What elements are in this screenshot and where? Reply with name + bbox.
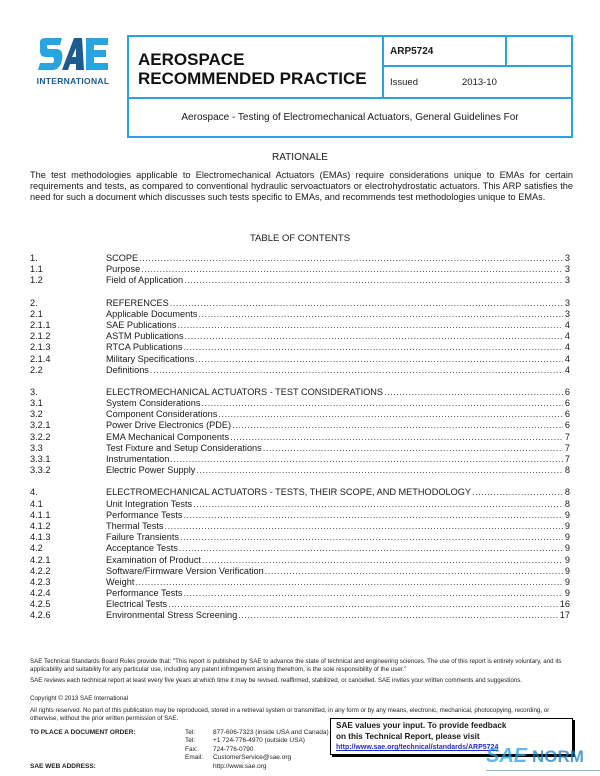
toc-entry[interactable] bbox=[30, 365, 570, 376]
toc-section-4 bbox=[30, 487, 570, 621]
toc-entry-title: Weight bbox=[106, 576, 135, 587]
toc-entry[interactable] bbox=[30, 510, 570, 521]
toc-entry[interactable] bbox=[30, 532, 570, 543]
toc-entry[interactable] bbox=[30, 398, 570, 409]
toc-entry-title: Software/Firmware Version Verification bbox=[106, 565, 264, 576]
toc-section-3 bbox=[30, 387, 570, 477]
board-rules-note: SAE Technical Standards Board Rules provide that: "This report is published by SAE to advance the state of technical and engineering sciences. The use of this report is entirely voluntary, and its applicability and suitability for any particular use, including any patent infringement arising therefrom, is the sole responsibility of the user." bbox=[30, 658, 562, 673]
feedback-link[interactable]: http://www.sae.org/technical/standards/ARP5724 bbox=[336, 744, 499, 751]
toc-entry-number: 3.3.2 bbox=[30, 465, 51, 476]
toc-entry-title: EMA Mechanical Components bbox=[106, 431, 230, 442]
issued-date: 2013-10 bbox=[462, 77, 497, 88]
order-label: TO PLACE A DOCUMENT ORDER: bbox=[30, 729, 136, 736]
toc-entry-title: Unit Integration Tests bbox=[106, 498, 193, 509]
toc-entry-title: REFERENCES bbox=[106, 297, 169, 308]
toc-entry[interactable] bbox=[30, 487, 570, 498]
toc-entry-page: 9 bbox=[564, 509, 570, 520]
toc-entry-page: 9 bbox=[564, 520, 570, 531]
toc-entry[interactable] bbox=[30, 253, 570, 264]
toc-leader-dots bbox=[170, 298, 563, 309]
toc-leader-dots bbox=[265, 566, 563, 577]
toc-entry[interactable] bbox=[30, 543, 570, 554]
contact-key: Fax: bbox=[185, 745, 198, 753]
toc-leader-dots bbox=[135, 577, 563, 588]
toc-entry-number: 3.3 bbox=[30, 442, 43, 453]
toc-entry-page: 4 bbox=[564, 342, 570, 353]
toc-entry-title: Component Considerations bbox=[106, 409, 218, 420]
toc-entry[interactable] bbox=[30, 409, 570, 420]
watermark-norm: NORM bbox=[532, 747, 584, 766]
contact-key: Tel: bbox=[185, 729, 196, 736]
table-of-contents bbox=[30, 253, 570, 633]
toc-entry[interactable] bbox=[30, 275, 570, 286]
toc-entry-page: 7 bbox=[564, 454, 570, 464]
document-header bbox=[127, 35, 573, 138]
toc-entry[interactable] bbox=[30, 599, 570, 610]
toc-leader-dots bbox=[168, 599, 559, 610]
document-number: ARP5724 bbox=[384, 37, 507, 67]
toc-entry[interactable] bbox=[30, 577, 570, 588]
toc-entry-page: 9 bbox=[564, 543, 570, 554]
toc-entry[interactable] bbox=[30, 432, 570, 443]
toc-entry[interactable] bbox=[30, 465, 570, 476]
review-note: SAE reviews each technical report at least every five years at which time it may be revised, reaffirmed, stabilized, or cancelled. SAE invites your written comments and suggestions. bbox=[30, 677, 523, 684]
toc-leader-dots bbox=[218, 409, 563, 420]
toc-entry[interactable] bbox=[30, 443, 570, 454]
toc-entry-page: 6 bbox=[564, 420, 570, 431]
toc-entry[interactable] bbox=[30, 566, 570, 577]
toc-leader-dots bbox=[179, 543, 563, 554]
contact-key: Tel: bbox=[185, 737, 196, 745]
toc-entry-page: 9 bbox=[564, 565, 570, 576]
toc-entry[interactable] bbox=[30, 320, 570, 331]
toc-entry-number: 3.2.2 bbox=[30, 431, 51, 442]
toc-entry-number: 2.1.1 bbox=[30, 319, 51, 330]
toc-entry-number: 4.1 bbox=[30, 498, 43, 509]
toc-entry-title: SCOPE bbox=[106, 253, 139, 263]
toc-entry-title: Performance Tests bbox=[106, 509, 183, 520]
toc-entry-number: 4. bbox=[30, 487, 38, 498]
issued-row bbox=[384, 67, 571, 97]
feedback-line-1: SAE values your input. To provide feedback bbox=[336, 721, 507, 730]
feedback-line-2: on this Technical Report, please visit bbox=[336, 731, 480, 741]
toc-entry[interactable] bbox=[30, 499, 570, 510]
toc-entry-number: 4.2.2 bbox=[30, 565, 51, 576]
toc-entry[interactable] bbox=[30, 354, 570, 365]
toc-entry-number: 4.2.4 bbox=[30, 588, 51, 599]
toc-entry-number: 2.1.4 bbox=[30, 353, 51, 364]
web-address-link[interactable]: http://www.sae.org bbox=[213, 762, 267, 770]
toc-entry-page: 9 bbox=[564, 532, 570, 543]
toc-entry-title: ASTM Publications bbox=[106, 331, 184, 342]
toc-entry[interactable] bbox=[30, 420, 570, 431]
toc-entry-page: 7 bbox=[564, 442, 570, 453]
sae-norm-watermark bbox=[486, 745, 600, 776]
toc-entry[interactable] bbox=[30, 342, 570, 353]
toc-entry-page: 8 bbox=[564, 498, 570, 509]
title-line-1: AEROSPACE bbox=[138, 50, 245, 69]
toc-entry-title: RTCA Publications bbox=[106, 342, 183, 353]
toc-entry-page: 6 bbox=[564, 409, 570, 420]
toc-entry-title: Acceptance Tests bbox=[106, 543, 178, 554]
toc-leader-dots bbox=[170, 454, 563, 465]
toc-leader-dots bbox=[238, 610, 559, 621]
document-subtitle: Aerospace - Testing of Electromechanical Actuators, General Guidelines For bbox=[129, 97, 571, 136]
toc-leader-dots bbox=[183, 510, 563, 521]
toc-entry-page: 6 bbox=[564, 386, 570, 397]
toc-leader-dots bbox=[183, 342, 563, 353]
toc-entry-title: Test Fixture and Setup Considerations bbox=[106, 442, 262, 453]
toc-leader-dots bbox=[184, 275, 563, 286]
toc-entry-number: 1.2 bbox=[30, 275, 43, 286]
logo-subtitle: INTERNATIONAL bbox=[36, 76, 110, 86]
toc-leader-dots bbox=[202, 555, 563, 566]
toc-entry-page: 3 bbox=[564, 275, 570, 286]
rationale-heading: RATIONALE bbox=[272, 152, 328, 163]
toc-entry-title: Definitions bbox=[106, 364, 149, 375]
toc-leader-dots bbox=[180, 532, 563, 543]
toc-entry-title: Field of Application bbox=[106, 275, 184, 286]
toc-entry-number: 2. bbox=[30, 297, 38, 308]
toc-entry-title: ELECTROMECHANICAL ACTUATORS - TESTS, THEIR SCOPE, AND METHODOLOGY bbox=[106, 487, 472, 498]
toc-entry-title: Instrumentation bbox=[106, 454, 170, 464]
sae-international-logo bbox=[30, 38, 116, 90]
toc-entry-number: 2.2 bbox=[30, 364, 43, 375]
toc-entry-title: Failure Transients bbox=[106, 532, 180, 543]
toc-entry[interactable] bbox=[30, 588, 570, 599]
toc-entry-page: 3 bbox=[564, 297, 570, 308]
toc-entry-number: 4.1.1 bbox=[30, 509, 51, 520]
watermark-sae: SAE bbox=[486, 745, 528, 767]
revision-cell bbox=[507, 37, 571, 67]
copyright: Copyright © 2013 SAE International bbox=[30, 695, 129, 702]
toc-entry[interactable] bbox=[30, 298, 570, 309]
toc-entry[interactable] bbox=[30, 555, 570, 566]
toc-entry[interactable] bbox=[30, 610, 570, 621]
toc-leader-dots bbox=[141, 264, 563, 275]
toc-entry-number: 2.1 bbox=[30, 308, 43, 319]
toc-entry-number: 3. bbox=[30, 386, 38, 397]
toc-entry-page: 9 bbox=[564, 576, 570, 587]
toc-entry-page: 3 bbox=[564, 253, 570, 263]
toc-entry-title: Environmental Stress Screening bbox=[106, 610, 238, 621]
toc-entry-number: 4.1.3 bbox=[30, 532, 51, 543]
contact-key: Email: bbox=[185, 754, 204, 762]
toc-entry-number: 2.1.3 bbox=[30, 342, 51, 353]
toc-entry[interactable] bbox=[30, 454, 570, 465]
web-address-label: SAE WEB ADDRESS: bbox=[30, 762, 96, 770]
sae-logo-icon bbox=[38, 38, 108, 74]
toc-entry-page: 7 bbox=[564, 431, 570, 442]
contact-tel-intl: +1 724-776-4970 (outside USA) bbox=[213, 737, 305, 745]
toc-leader-dots bbox=[196, 465, 563, 476]
toc-entry-page: 9 bbox=[564, 554, 570, 565]
document-type-title bbox=[129, 37, 384, 97]
toc-entry[interactable] bbox=[30, 264, 570, 275]
contact-email[interactable]: CustomerService@sae.org bbox=[213, 754, 292, 762]
toc-entry-page: 4 bbox=[564, 353, 570, 364]
toc-section-1 bbox=[30, 253, 570, 287]
toc-entry-number: 3.3.1 bbox=[30, 454, 51, 464]
toc-entry-number: 4.2.5 bbox=[30, 599, 51, 610]
toc-section-2 bbox=[30, 298, 570, 376]
toc-leader-dots bbox=[165, 521, 563, 532]
toc-leader-dots bbox=[384, 387, 563, 398]
toc-entry[interactable] bbox=[30, 521, 570, 532]
toc-entry-number: 1.1 bbox=[30, 264, 43, 275]
toc-entry-page: 17 bbox=[559, 610, 570, 621]
toc-leader-dots bbox=[198, 309, 563, 320]
toc-entry-page: 4 bbox=[564, 319, 570, 330]
toc-entry-title: Performance Tests bbox=[106, 588, 183, 599]
toc-entry[interactable] bbox=[30, 309, 570, 320]
toc-entry-title: Military Specifications bbox=[106, 353, 195, 364]
toc-entry-title: Applicable Documents bbox=[106, 308, 198, 319]
toc-leader-dots bbox=[183, 588, 563, 599]
toc-entry-number: 4.2.6 bbox=[30, 610, 51, 621]
toc-leader-dots bbox=[193, 499, 563, 510]
toc-entry[interactable] bbox=[30, 387, 570, 398]
toc-entry-page: 8 bbox=[564, 465, 570, 476]
toc-entry-number: 4.1.2 bbox=[30, 520, 51, 531]
contact-tel-usa: 877-606-7323 (inside USA and Canada) bbox=[213, 729, 329, 736]
toc-entry-title: Thermal Tests bbox=[106, 520, 164, 531]
toc-entry-title: Power Drive Electronics (PDE) bbox=[106, 420, 232, 431]
toc-entry-number: 3.1 bbox=[30, 398, 43, 409]
toc-entry-title: SAE Publications bbox=[106, 319, 177, 330]
toc-entry-page: 4 bbox=[564, 364, 570, 375]
watermark-rule bbox=[486, 770, 600, 771]
toc-entry-title: Purpose bbox=[106, 264, 141, 275]
rationale-body: The test methodologies applicable to Electromechanical Actuators (EMAs) require considerations unique to EMAs for certain requirements and tests, as compared to conventional hydraulic servoactuators or electrohydrostatic actuators. This ARP satisfies the need for such a document which discusses such tests specific to EMAs, and recommends test methodologies unique to EMAs. bbox=[30, 170, 573, 202]
toc-entry-number: 4.2.3 bbox=[30, 576, 51, 587]
toc-leader-dots bbox=[263, 443, 563, 454]
toc-leader-dots bbox=[195, 354, 563, 365]
toc-entry[interactable] bbox=[30, 331, 570, 342]
toc-leader-dots bbox=[185, 331, 563, 342]
toc-entry-page: 8 bbox=[564, 487, 570, 498]
toc-entry-page: 4 bbox=[564, 331, 570, 342]
toc-heading: TABLE OF CONTENTS bbox=[249, 233, 351, 244]
toc-entry-number: 1. bbox=[30, 253, 38, 263]
contact-fax: 724-776-0790 bbox=[213, 745, 254, 753]
toc-leader-dots bbox=[150, 365, 563, 376]
toc-entry-page: 16 bbox=[559, 599, 570, 610]
title-line-2: RECOMMENDED PRACTICE bbox=[138, 69, 367, 88]
toc-leader-dots bbox=[177, 320, 563, 331]
toc-entry-number: 3.2 bbox=[30, 409, 43, 420]
toc-entry-title: ELECTROMECHANICAL ACTUATORS - TEST CONSIDERATIONS bbox=[106, 386, 384, 397]
toc-leader-dots bbox=[201, 398, 563, 409]
toc-entry-page: 3 bbox=[564, 308, 570, 319]
toc-entry-title: Electric Power Supply bbox=[106, 465, 196, 476]
toc-entry-page: 9 bbox=[564, 588, 570, 599]
toc-entry-number: 4.2.1 bbox=[30, 554, 51, 565]
toc-leader-dots bbox=[230, 432, 563, 443]
issued-label: Issued bbox=[390, 77, 418, 88]
toc-entry-title: Examination of Product bbox=[106, 554, 201, 565]
toc-entry-title: System Considerations bbox=[106, 398, 201, 409]
rights-notice: All rights reserved. No part of this publication may be reproduced, stored in a retrieval system or transmitted, in any form or by any means, electronic, mechanical, photocopying, recording, or otherwise, without the prior written permission of SAE. bbox=[30, 707, 550, 722]
toc-entry-page: 3 bbox=[564, 264, 570, 275]
toc-leader-dots bbox=[472, 487, 563, 498]
toc-entry-number: 2.1.2 bbox=[30, 331, 51, 342]
toc-entry-page: 6 bbox=[564, 398, 570, 409]
toc-entry-number: 3.2.1 bbox=[30, 420, 51, 431]
toc-entry-number: 4.2 bbox=[30, 543, 43, 554]
toc-entry-title: Electrical Tests bbox=[106, 599, 168, 610]
toc-leader-dots bbox=[232, 420, 563, 431]
toc-leader-dots bbox=[139, 253, 563, 264]
